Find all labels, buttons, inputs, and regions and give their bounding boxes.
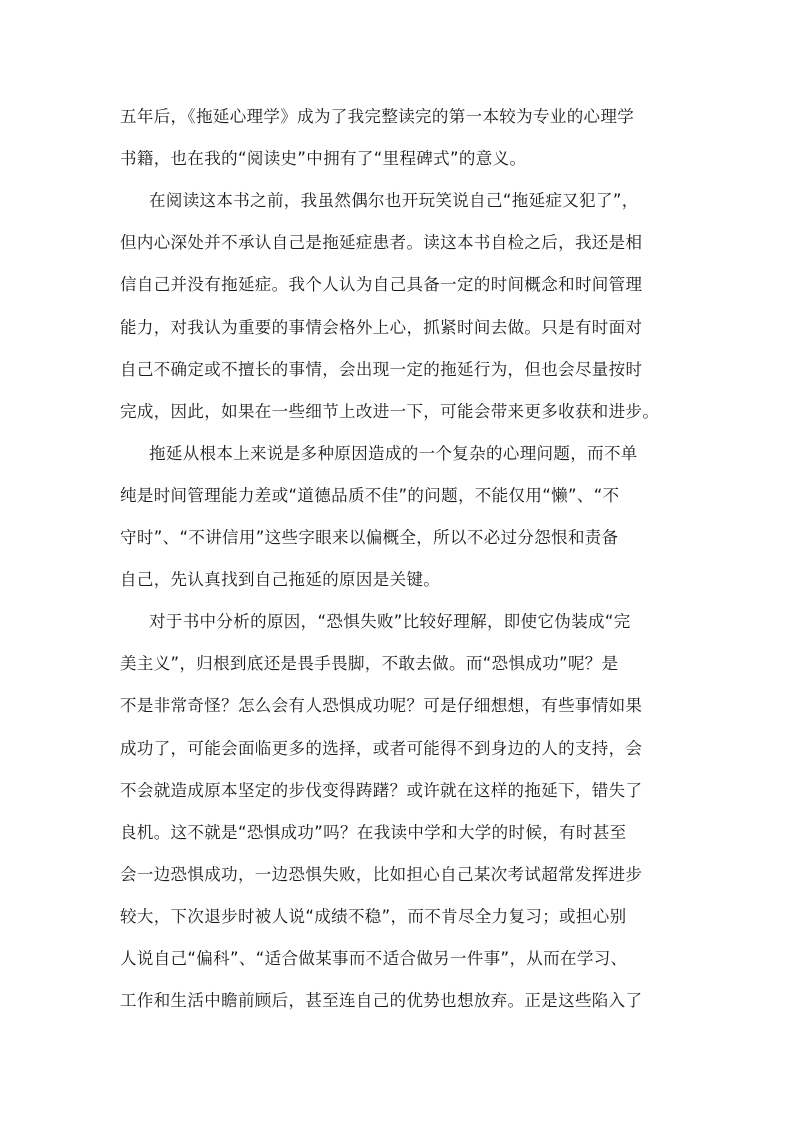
text-line: 书籍，也在我的“阅读史”中拥有了“里程碑式”的意义。	[120, 149, 527, 169]
text-line: 五年后，《拖延心理学》成为了我完整读完的第一本较为专业的心理学	[120, 107, 635, 126]
text-line: 不是非常奇怪？怎么会有人恐惧成功呢？可是仔细想想，有些事情如果	[120, 696, 643, 716]
text-line: 成功了，可能会面临更多的选择，或者可能得不到身边的人的支持，会	[120, 738, 643, 758]
text-line: 守时”、“不讲信用”这些字眼来以偏概全，所以不必过分怨恨和责备	[120, 528, 619, 547]
text-line: 能力，对我认为重要的事情会格外上心，抓紧时间去做。只是有时面对	[120, 317, 643, 337]
text-line: 信自己并没有拖延症。我个人认为自己具备一定的时间概念和时间管理	[120, 275, 643, 295]
text-line: 自己不确定或不擅长的事情，会出现一定的拖延行为，但也会尽量按时	[120, 359, 643, 379]
text-line: 会一边恐惧成功，一边恐惧失败，比如担心自己某次考试超常发挥进步	[120, 864, 643, 884]
text-line: 对于书中分析的原因，“恐惧失败”比较好理解，即使它伪装成“完	[149, 612, 631, 632]
text-line: 自己，先认真找到自己拖延的原因是关键。	[120, 570, 441, 590]
text-line: 较大，下次退步时被人说“成绩不稳”，而不肯尽全力复习；或担心别	[120, 906, 627, 926]
text-line: 纯是时间管理能力差或“道德品质不佳”的问题，不能仅用“懒”、“不	[120, 485, 620, 505]
text-line: 不会就造成原本坚定的步伐变得踌躇？或许就在这样的拖延下，错失了	[120, 780, 643, 800]
text-line: 美主义”，归根到底还是畏手畏脚，不敢去做。而“恐惧成功”呢？是	[120, 654, 619, 674]
text-line: 良机。这不就是“恐惧成功”吗？在我读中学和大学的时候，有时甚至	[120, 822, 627, 842]
text-line: 在阅读这本书之前，我虽然偶尔也开玩笑说自己“拖延症又犯了”，	[149, 191, 639, 211]
text-line: 但内心深处并不承认自己是拖延症患者。读这本书自检之后，我还是相	[120, 233, 643, 253]
text-line: 完成，因此，如果在一些细节上改进一下，可能会带来更多收获和进步。	[120, 401, 660, 421]
text-line: 人说自己“偏科”、“适合做某事而不适合做另一件事”，从而在学习、	[120, 949, 628, 968]
text-line: 拖延从根本上来说是多种原因造成的一个复杂的心理问题，而不单	[149, 443, 638, 463]
text-line: 工作和生活中瞻前顾后，甚至连自己的优势也想放弃。正是这些陷入了	[120, 991, 643, 1011]
